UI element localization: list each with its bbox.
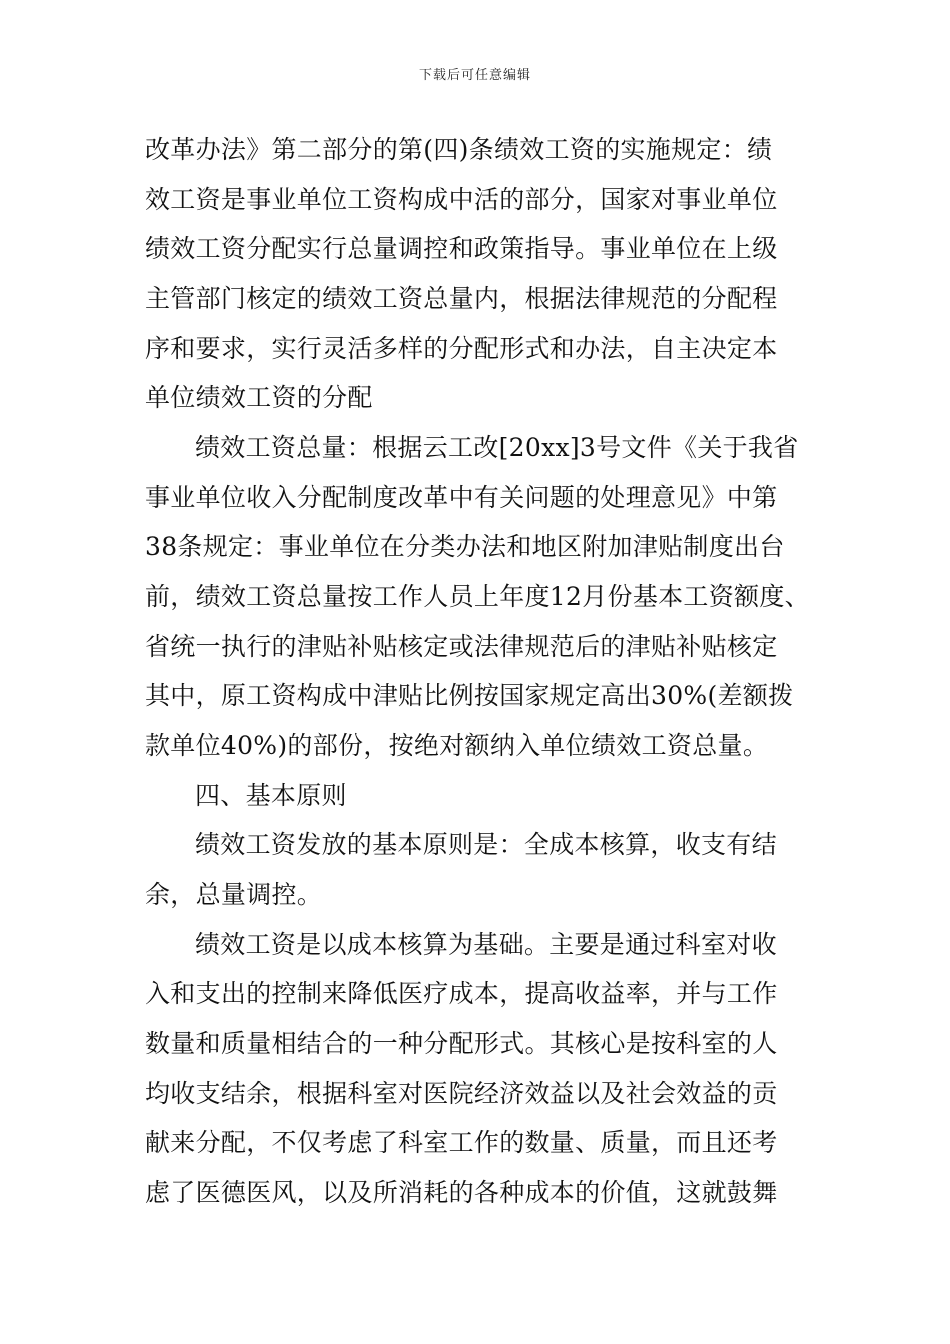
- text-line: 绩效工资发放的基本原则是：全成本核算，收支有结: [195, 830, 777, 859]
- text-line: 38条规定：事业单位在分类办法和地区附加津贴制度出台: [145, 532, 785, 561]
- text-line: 其中，原工资构成中津贴比例按国家规定高出30%(差额拨: [145, 681, 794, 710]
- text-line: 绩效工资分配实行总量调控和政策指导。事业单位在上级: [145, 234, 778, 263]
- text-line: 绩效工资总量：根据云工改[20xx]3号文件《关于我省: [195, 433, 799, 462]
- text-line: 主管部门核定的绩效工资总量内，根据法律规范的分配程: [145, 284, 778, 313]
- text-line: 单位绩效工资的分配: [145, 383, 373, 412]
- text-line: 款单位40%)的部份，按绝对额纳入单位绩效工资总量。: [145, 731, 769, 760]
- text-line: 虑了医德医风，以及所消耗的各种成本的价值，这就鼓舞: [145, 1178, 778, 1207]
- text-line: 余，总量调控。: [145, 880, 323, 909]
- text-line: 均收支结余，根据科室对医院经济效益以及社会效益的贡: [145, 1079, 778, 1108]
- text-line: 事业单位收入分配制度改革中有关问题的处理意见》中第: [145, 483, 778, 512]
- text-line: 序和要求，实行灵活多样的分配形式和办法，自主决定本: [145, 334, 778, 363]
- text-line: 改革办法》第二部分的第(四)条绩效工资的实施规定：绩: [145, 135, 773, 164]
- text-line: 献来分配，不仅考虑了科室工作的数量、质量，而且还考: [145, 1128, 778, 1157]
- text-line: 效工资是事业单位工资构成中活的部分，国家对事业单位: [145, 185, 778, 214]
- section-heading: 四、基本原则: [195, 781, 347, 810]
- text-line: 前，绩效工资总量按工作人员上年度12月份基本工资额度、: [145, 582, 810, 611]
- text-line: 入和支出的控制来降低医疗成本，提高收益率，并与工作: [145, 979, 778, 1008]
- text-line: 省统一执行的津贴补贴核定或法律规范后的津贴补贴核定: [145, 632, 778, 661]
- text-line: 绩效工资是以成本核算为基础。主要是通过科室对收: [195, 930, 777, 959]
- page-header: 下载后可任意编辑: [418, 68, 531, 83]
- text-line: 数量和质量相结合的一种分配形式。其核心是按科室的人: [145, 1029, 778, 1058]
